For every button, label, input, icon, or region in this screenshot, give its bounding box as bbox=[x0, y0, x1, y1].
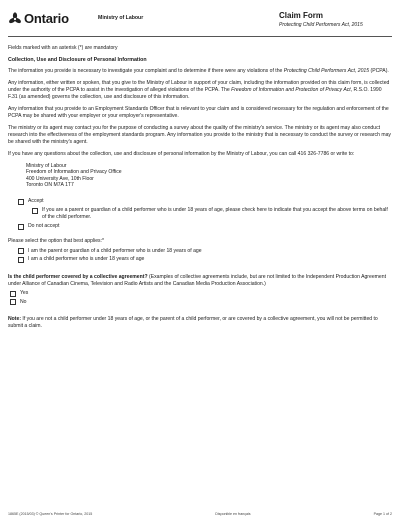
collective-no-label: No bbox=[20, 298, 27, 305]
footer-page-number: Page 1 of 2 bbox=[373, 512, 392, 516]
paragraph-sharing: Any information that you provide to an Employment Standards Officer that is relevant to your claim and is considered necessary for the regulation and enforcement of the PCPA may be shared with your employer or your employer's representative. bbox=[8, 105, 389, 119]
guardian-accept-option[interactable] bbox=[32, 207, 392, 221]
paragraph-authority-text-a: Any information, either written or spoken, that you give to the Ministry of Labour in support of your claim, including the information provided on this claim form, is collected under the authority of the PCPA to assist in the investigation of alleged violations of the PCPA. The bbox=[8, 79, 390, 93]
child-performer-option[interactable] bbox=[18, 256, 392, 263]
ontario-logo bbox=[8, 11, 69, 26]
eligibility-note bbox=[8, 316, 392, 330]
collective-question-bold: Is the child performer covered by a collective agreement? bbox=[8, 273, 148, 280]
header-divider bbox=[8, 36, 392, 37]
child-performer-checkbox[interactable] bbox=[18, 257, 24, 263]
parent-guardian-option[interactable] bbox=[18, 248, 392, 255]
paragraph-purpose-text-a: The information you provide is necessary to investigate your complaint and to determine if there were any violations of the bbox=[8, 67, 284, 74]
paragraph-purpose-text-b: (PCPA). bbox=[369, 67, 389, 74]
note-label: Note: bbox=[8, 316, 22, 323]
act-name: Protecting Child Performers Act, 2015 bbox=[283, 67, 370, 74]
collective-question-rest: (Examples of collective agreements include, but are not limited to the Independent Production Agreement under Alliance of Canadian Cinema, Television and Radio Artists and the Canadian Media Production Association.) bbox=[8, 273, 386, 287]
address-line: Toronto ON M7A 1T7 bbox=[26, 182, 74, 189]
collective-yes-option[interactable] bbox=[10, 290, 392, 297]
collective-question bbox=[8, 274, 392, 288]
collective-yes-checkbox[interactable] bbox=[10, 291, 16, 297]
guardian-accept-label: If you are a parent or guardian of a child performer who is under 18 years of age, please check here to indicate that you accept the above terms on behalf of the child performer. bbox=[42, 207, 388, 221]
paragraph-survey: The ministry or its agent may contact you for the purpose of conducting a survey about the quality of the ministry's service. The ministry or its agent may also conduct research into the effectiveness of the employment standards program. Any information you provide to the ministry that is necessary to conduct the survey or research may be shared with the ministry's agent. bbox=[8, 124, 391, 146]
fippa-name: Freedom of Information and Protection of Privacy Act bbox=[231, 86, 351, 93]
consent-group bbox=[18, 198, 392, 230]
paragraph-purpose bbox=[8, 68, 392, 75]
guardian-accept-checkbox[interactable] bbox=[32, 208, 38, 214]
collective-yes-label: Yes bbox=[20, 290, 29, 297]
paragraph-authority bbox=[8, 80, 392, 102]
mailing-address bbox=[26, 163, 392, 189]
paragraph-questions: If you have any questions about the collection, use and disclosure of personal information by the Ministry of Labour, you can call 416 326-7786 or write to: bbox=[8, 151, 355, 157]
parent-guardian-checkbox[interactable] bbox=[18, 248, 24, 254]
collective-no-checkbox[interactable] bbox=[10, 299, 16, 305]
footer-form-id: 1865E (2015/03) © Queen's Printer for Ontario, 2015 bbox=[8, 512, 93, 516]
collective-no-option[interactable] bbox=[10, 299, 392, 306]
parent-guardian-label: I am the parent or guardian of a child performer who is under 18 years of age bbox=[28, 247, 202, 254]
do-not-accept-label: Do not accept bbox=[28, 223, 60, 230]
do-not-accept-option[interactable] bbox=[18, 223, 392, 230]
accept-label: Accept bbox=[28, 198, 44, 205]
who-options bbox=[18, 248, 392, 264]
accept-checkbox[interactable] bbox=[18, 199, 24, 205]
paragraph-authority-text-b: , R.S.O. 1990 F.31 (as amended) governs the collection, use and disclosure of this information. bbox=[8, 86, 382, 100]
page-footer bbox=[8, 512, 392, 516]
logo-text: Ontario bbox=[24, 11, 69, 26]
address-line: Ministry of Labour bbox=[26, 162, 67, 169]
note-text: If you are not a child performer under 18 years of age, or the parent of a child performer, or are covered by a collective agreement, you will not be permitted to submit a claim. bbox=[8, 316, 378, 330]
form-content bbox=[8, 45, 392, 335]
collective-options bbox=[10, 290, 392, 306]
mandatory-note: Fields marked with an asterisk (*) are mandatory bbox=[8, 45, 118, 51]
address-line: Freedom of Information and Privacy Office bbox=[26, 169, 122, 176]
footer-french: Disponible en français bbox=[215, 512, 251, 516]
child-performer-label: I am a child performer who is under 18 years of age bbox=[28, 256, 145, 263]
accept-option[interactable] bbox=[18, 198, 392, 205]
ministry-name: Ministry of Labour bbox=[98, 15, 144, 21]
trillium-icon bbox=[8, 12, 22, 26]
who-question: Please select the option that best applies:* bbox=[8, 238, 104, 245]
address-line: 400 University Ave, 10th Floor bbox=[26, 175, 94, 182]
do-not-accept-checkbox[interactable] bbox=[18, 224, 24, 230]
form-subtitle: Protecting Child Performers Act, 2015 bbox=[279, 22, 363, 28]
form-title: Claim Form bbox=[279, 11, 324, 20]
section-heading: Collection, Use and Disclosure of Personal Information bbox=[8, 56, 147, 63]
